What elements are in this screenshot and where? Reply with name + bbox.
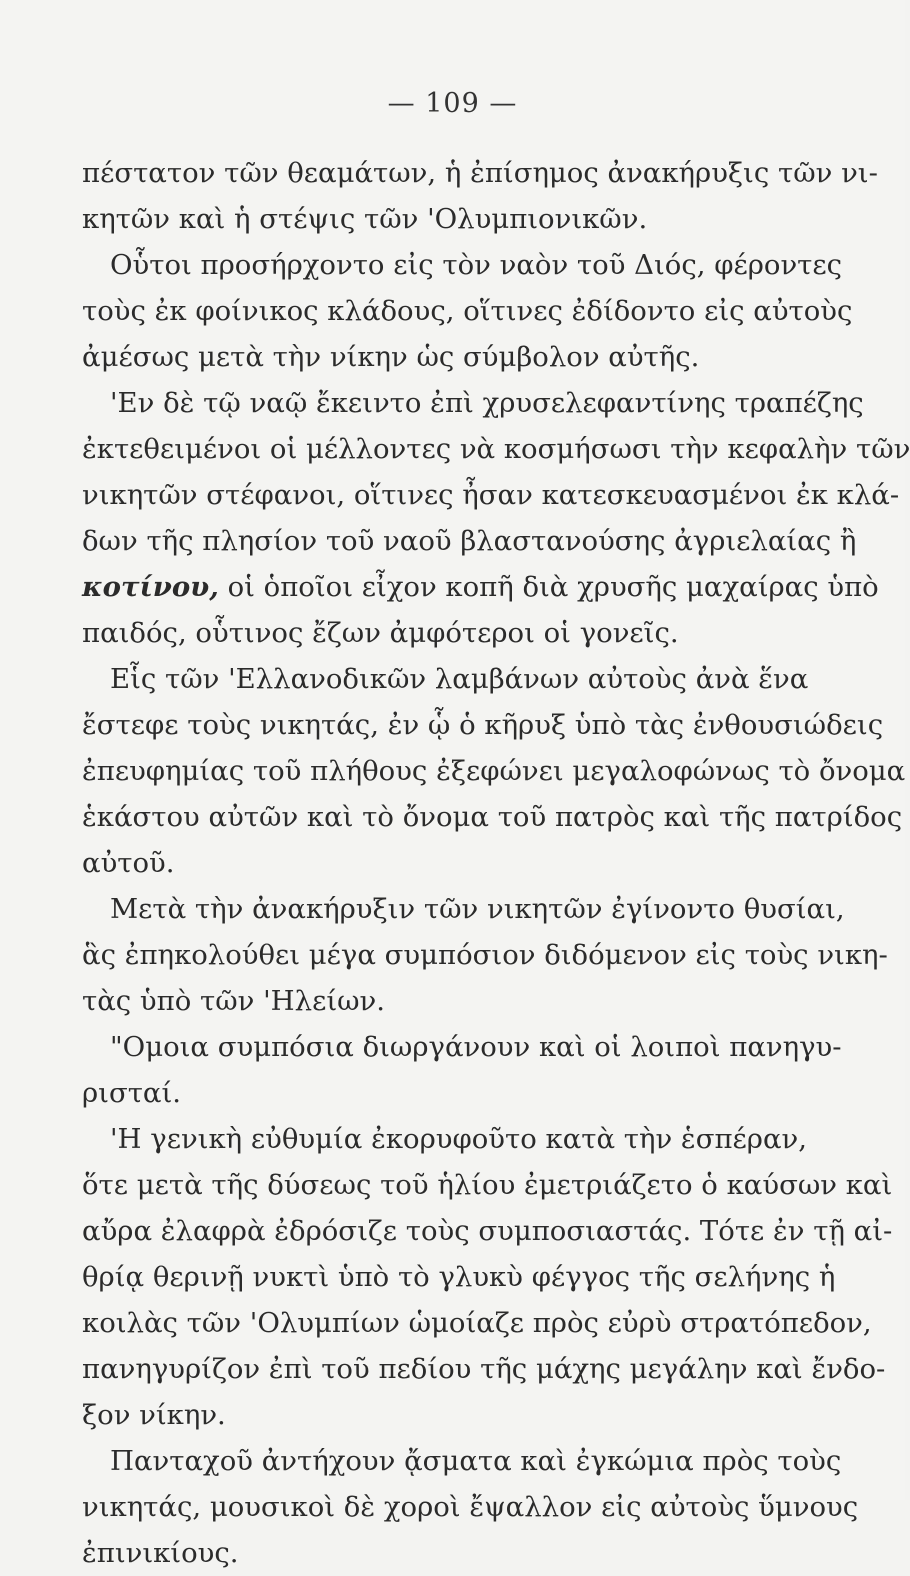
- text-line: ξον νίκην.: [82, 1399, 226, 1431]
- text-line: πέστατον τῶν θεαμάτων, ἡ ἐπίσημος ἀνακήρυξις τῶν νι-: [82, 157, 878, 189]
- text-line: ἑκάστου αὐτῶν καὶ τὸ ὄνομα τοῦ πατρὸς καὶ τῆς πατρίδος: [82, 801, 903, 833]
- text-line: νικητῶν στέφανοι, οἵτινες ἦσαν κατεσκευασμένοι ἐκ κλά-: [82, 479, 900, 511]
- text-line: Οὗτοι προσήρχοντο εἰς τὸν ναὸν τοῦ Διός, φέροντες: [110, 249, 843, 281]
- text-line: ἃς ἐπηκολούθει μέγα συμπόσιον διδόμενον εἰς τοὺς νικη-: [82, 939, 888, 971]
- text-line: 'Η γενικὴ εὐθυμία ἐκορυφοῦτο κατὰ τὴν ἑσπέραν,: [110, 1123, 807, 1155]
- text-line: τὰς ὑπὸ τῶν 'Ηλείων.: [82, 985, 385, 1017]
- page-number: — 109 —: [387, 88, 518, 119]
- text-line: νικητάς, μουσικοὶ δὲ χοροὶ ἔψαλλον εἰς αὐτοὺς ὕμνους: [82, 1491, 859, 1523]
- text-line: δων τῆς πλησίον τοῦ ναοῦ βλαστανούσης ἀγριελαίας ἢ: [82, 525, 857, 557]
- text-line: ἐπευφημίας τοῦ πλήθους ἐξεφώνει μεγαλοφώνως τὸ ὄνομα: [82, 755, 906, 787]
- text-line: ὅτε μετὰ τῆς δύσεως τοῦ ἡλίου ἐμετριάζετο ὁ καύσων καὶ: [82, 1169, 893, 1201]
- text-line: ρισταί.: [82, 1077, 182, 1109]
- text-line: αὔρα ἐλαφρὰ ἐδρόσιζε τοὺς συμποσιαστάς. Τότε ἐν τῇ αἰ-: [82, 1215, 893, 1247]
- text-line: κοιλὰς τῶν 'Ολυμπίων ὡμοίαζε πρὸς εὐρὺ στρατόπεδον,: [82, 1307, 872, 1339]
- text-line: "Ομοια συμπόσια διωργάνουν καὶ οἱ λοιποὶ πανηγυ-: [110, 1031, 842, 1063]
- text-line: ἐκτεθειμένοι οἱ μέλλοντες νὰ κοσμήσωσι τὴν κεφαλὴν τῶν: [82, 433, 910, 465]
- text-line: παιδός, οὗτινος ἔζων ἀμφότεροι οἱ γονεῖς.: [82, 617, 679, 649]
- text-line: κητῶν καὶ ἡ στέψις τῶν 'Ολυμπιονικῶν.: [82, 203, 648, 235]
- text-line: ἐπινικίους.: [82, 1537, 239, 1569]
- text-line: ἔστεφε τοὺς νικητάς, ἐν ᾧ ὁ κῆρυξ ὑπὸ τὰς ἐνθουσιώδεις: [82, 709, 884, 741]
- text-line: 'Εν δὲ τῷ ναῷ ἔκειντο ἐπὶ χρυσελεφαντίνης τραπέζης: [110, 387, 864, 419]
- text-line: Μετὰ τὴν ἀνακήρυξιν τῶν νικητῶν ἐγίνοντο θυσίαι,: [110, 893, 845, 925]
- text-line: αὐτοῦ.: [82, 847, 175, 879]
- text-line: Εἷς τῶν 'Ελλανοδικῶν λαμβάνων αὐτοὺς ἀνὰ ἕνα: [110, 663, 809, 695]
- body-text: [82, 150, 910, 1576]
- text-line: ἀμέσως μετὰ τὴν νίκην ὡς σύμβολον αὐτῆς.: [82, 341, 700, 373]
- text-line: θρίᾳ θερινῇ νυκτὶ ὑπὸ τὸ γλυκὺ φέγγος τῆς σελήνης ἡ: [82, 1261, 836, 1293]
- emphasized-word: κοτίνου,: [82, 571, 219, 603]
- line-text: οἱ ὁποῖοι εἶχον κοπῆ διὰ χρυσῆς μαχαίρας ὑπὸ: [218, 571, 879, 603]
- text-line: τοὺς ἐκ φοίνικος κλάδους, οἵτινες ἐδίδοντο εἰς αὐτοὺς: [82, 295, 853, 327]
- text-line: Πανταχοῦ ἀντήχουν ᾄσματα καὶ ἐγκώμια πρὸς τοὺς: [110, 1445, 842, 1477]
- text-line: πανηγυρίζον ἐπὶ τοῦ πεδίου τῆς μάχης μεγάλην καὶ ἔνδο-: [82, 1353, 886, 1385]
- text-line: [82, 564, 879, 610]
